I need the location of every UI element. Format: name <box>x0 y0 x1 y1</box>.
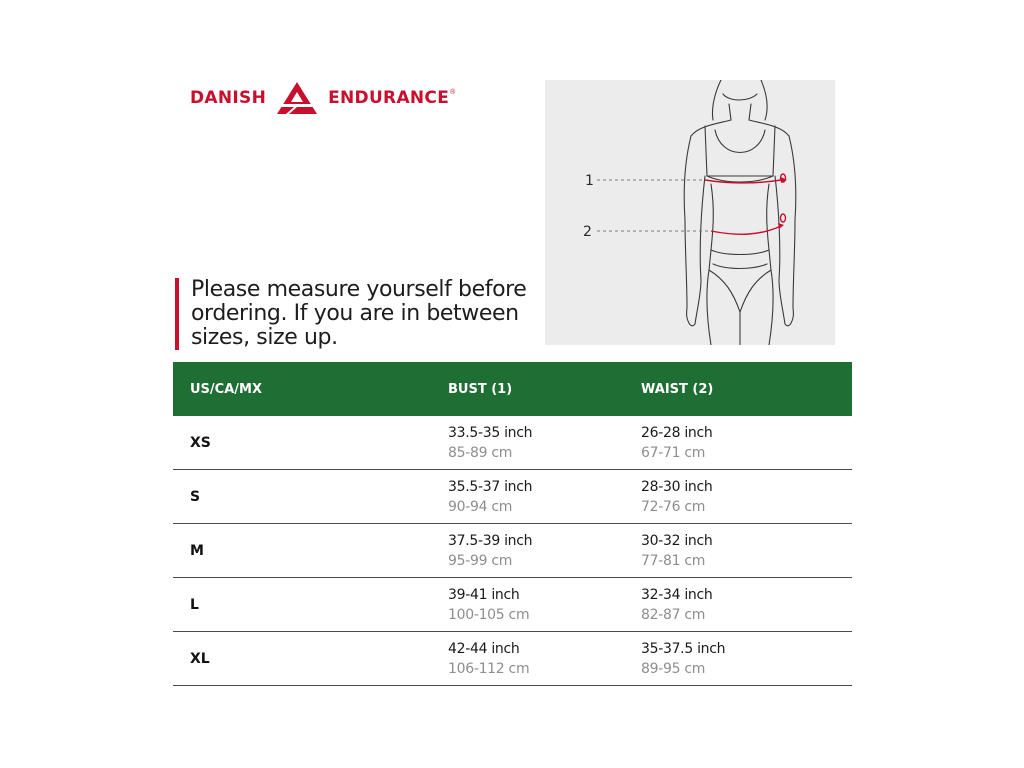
bust-inch: 37.5-39 inch <box>448 532 533 549</box>
body-measurement-figure <box>545 80 835 345</box>
marker-2-label: 2 <box>583 224 592 240</box>
bust-cell <box>448 423 641 463</box>
waist-inch: 35-37.5 inch <box>641 640 726 657</box>
bust-cm: 100-105 cm <box>448 606 530 623</box>
waist-cm: 77-81 cm <box>641 552 706 569</box>
table-row <box>173 524 852 578</box>
bust-inch: 42-44 inch <box>448 640 520 657</box>
waist-cell <box>641 531 852 571</box>
measure-instruction: Please measure yourself before ordering. If you are in between sizes, size up. <box>175 278 531 350</box>
size-label: M <box>190 542 204 559</box>
bust-cell <box>448 585 641 625</box>
waist-cell <box>641 423 852 463</box>
measurement-figure-panel <box>545 80 835 345</box>
marker-1-label: 1 <box>585 173 594 189</box>
waist-cm: 89-95 cm <box>641 660 706 677</box>
bust-cell <box>448 639 641 679</box>
size-table <box>173 362 852 686</box>
waist-inch: 28-30 inch <box>641 478 713 495</box>
size-label: XS <box>190 434 211 451</box>
bust-cm: 95-99 cm <box>448 552 513 569</box>
bust-cm: 85-89 cm <box>448 444 513 461</box>
waist-cm: 67-71 cm <box>641 444 706 461</box>
table-header <box>173 362 852 416</box>
waist-inch: 30-32 inch <box>641 532 713 549</box>
registered-mark: ® <box>450 89 456 96</box>
table-row <box>173 578 852 632</box>
bust-inch: 39-41 inch <box>448 586 520 603</box>
bust-cell <box>448 477 641 517</box>
bust-inch: 33.5-35 inch <box>448 424 533 441</box>
brand-right-word: ENDURANCE <box>328 88 450 108</box>
brand-mountain-icon <box>272 81 322 115</box>
waist-cm: 72-76 cm <box>641 498 706 515</box>
table-row <box>173 416 852 470</box>
waist-cell <box>641 477 852 517</box>
header-bust: BUST (1) <box>448 381 513 397</box>
waist-cm: 82-87 cm <box>641 606 706 623</box>
bust-cm: 90-94 cm <box>448 498 513 515</box>
header-waist: WAIST (2) <box>641 381 714 397</box>
header-size: US/CA/MX <box>190 381 262 397</box>
bust-cm: 106-112 cm <box>448 660 530 677</box>
table-row <box>173 470 852 524</box>
size-label: XL <box>190 650 210 667</box>
waist-cell <box>641 585 852 625</box>
brand-logo <box>190 80 455 116</box>
waist-inch: 26-28 inch <box>641 424 713 441</box>
size-label: S <box>190 488 201 505</box>
waist-inch: 32-34 inch <box>641 586 713 603</box>
bust-cell <box>448 531 641 571</box>
bust-inch: 35.5-37 inch <box>448 478 533 495</box>
brand-left-word: DANISH <box>190 88 267 108</box>
table-row <box>173 632 852 686</box>
size-label: L <box>190 596 199 613</box>
waist-cell <box>641 639 852 679</box>
